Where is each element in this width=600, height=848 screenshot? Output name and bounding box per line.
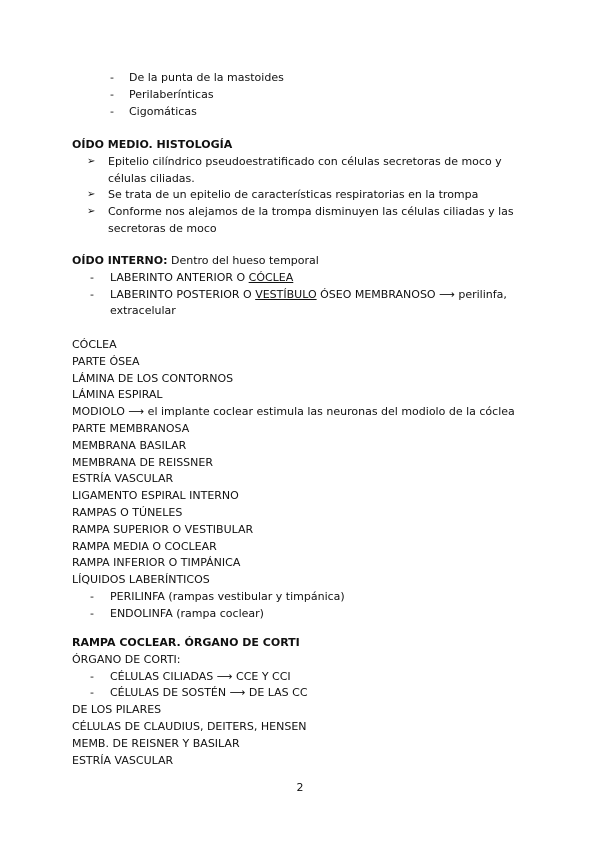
arrow-bullet-icon: ➢ [87,206,96,218]
list-item-text: Cigomáticas [129,104,197,118]
list-item-text: De la punta de la mastoides [129,71,284,84]
list-item-text: ENDOLINFA (rampa coclear) [110,606,264,620]
list-item [72,270,540,287]
page-number: 2 [296,781,304,794]
dash-bullet: - [110,104,114,118]
list-item-text: células ciliadas. [108,171,195,185]
list-item-text: secretoras de moco [108,221,217,235]
text-line: LÁMINA DE LOS CONTORNOS [72,371,234,385]
list-item-text: PERILINFA (rampas vestibular y timpánica) [110,589,345,603]
dash-bullet: - [90,287,94,301]
text-line: RAMPAS O TÚNELES [72,505,183,519]
list-item [72,287,540,304]
section-coclea [72,337,540,623]
text-line: PARTE MEMBRANOSA [72,421,190,435]
dash-bullet: - [90,686,94,700]
list-item-text: Epitelio cilíndrico pseudoestratificado con células secretoras de moco y [108,154,502,168]
dash-bullet: - [110,87,114,101]
dash-bullet: - [90,270,94,284]
dash-bullet: - [110,71,114,84]
dash-bullet: - [90,589,94,603]
text-line: MODIOLO ⟶ el implante coclear estimula las neuronas del modiolo de la cóclea [72,405,515,419]
section-heading: OÍDO MEDIO. HISTOLOGÍA [72,138,233,151]
text-line: PARTE ÓSEA [72,354,140,368]
list-item [72,104,540,121]
text-line: MEMBRANA BASILAR [72,438,187,452]
section-heading-rest: Dentro del hueso temporal [167,254,319,267]
dash-bullet: - [90,606,94,620]
list-item [72,87,540,104]
list-item [72,187,540,204]
text-line: DE LOS PILARES [72,703,162,717]
list-item [72,154,540,171]
text-line: ESTRÍA VASCULAR [72,753,174,767]
text-line: CÉLULAS DE CLAUDIUS, DEITERS, HENSEN [72,719,307,733]
text-line: LÁMINA ESPIRAL [72,388,163,402]
text-line: LIGAMENTO ESPIRAL INTERNO [72,489,239,503]
section-heading: OÍDO INTERNO: [72,254,168,267]
text-line: RAMPA SUPERIOR O VESTIBULAR [72,522,254,536]
text-line: ESTRÍA VASCULAR [72,472,174,486]
text-line: MEMB. DE REISNER Y BASILAR [72,736,240,750]
arrow-bullet-icon: ➢ [87,189,96,201]
text-line: ÓRGANO DE CORTI: [72,652,181,666]
list-item-continuation [72,303,540,320]
list-item-continuation [72,171,540,188]
list-item-text: CÉLULAS CILIADAS ⟶ CCE Y CCI [110,669,291,683]
section-rampa-coclear [72,635,540,769]
section-heading-line [72,253,540,270]
list-item-text: Se trata de un epitelio de características respiratorias en la trompa [108,188,479,202]
list-item-text: ÓSEO MEMBRANOSO ⟶ perilinfa, [316,287,507,301]
list-item [72,589,540,606]
text-line: LÍQUIDOS LABERÍNTICOS [72,573,210,587]
text-line: CÓCLEA [72,338,117,351]
list-item [72,669,540,686]
list-item-text: LABERINTO ANTERIOR O [110,270,249,284]
list-item-text: Perilaberínticas [129,87,214,101]
mastoid-list [72,70,540,120]
text-line: MEMBRANA DE REISSNER [72,455,213,469]
section-heading: RAMPA COCLEAR. ÓRGANO DE CORTI [72,636,300,649]
list-item [72,204,540,221]
list-item [72,606,540,623]
text-line: RAMPA INFERIOR O TIMPÁNICA [72,556,241,570]
underlined-term: CÓCLEA [248,270,294,284]
text-line: RAMPA MEDIA O COCLEAR [72,539,217,553]
arrow-bullet-icon: ➢ [87,155,96,167]
list-item [72,70,540,87]
section-oido-medio [72,137,540,238]
list-item-text: extracelular [110,304,176,318]
list-item-text: LABERINTO POSTERIOR O [110,287,256,301]
list-item-continuation [72,221,540,238]
underlined-term: VESTÍBULO [255,287,317,301]
list-item-text: Conforme nos alejamos de la trompa disminuyen las células ciliadas y las [108,205,514,219]
list-item [72,685,540,702]
section-oido-interno [72,253,540,320]
list-item-text: CÉLULAS DE SOSTÉN ⟶ DE LAS CC [110,686,308,700]
dash-bullet: - [90,669,94,683]
